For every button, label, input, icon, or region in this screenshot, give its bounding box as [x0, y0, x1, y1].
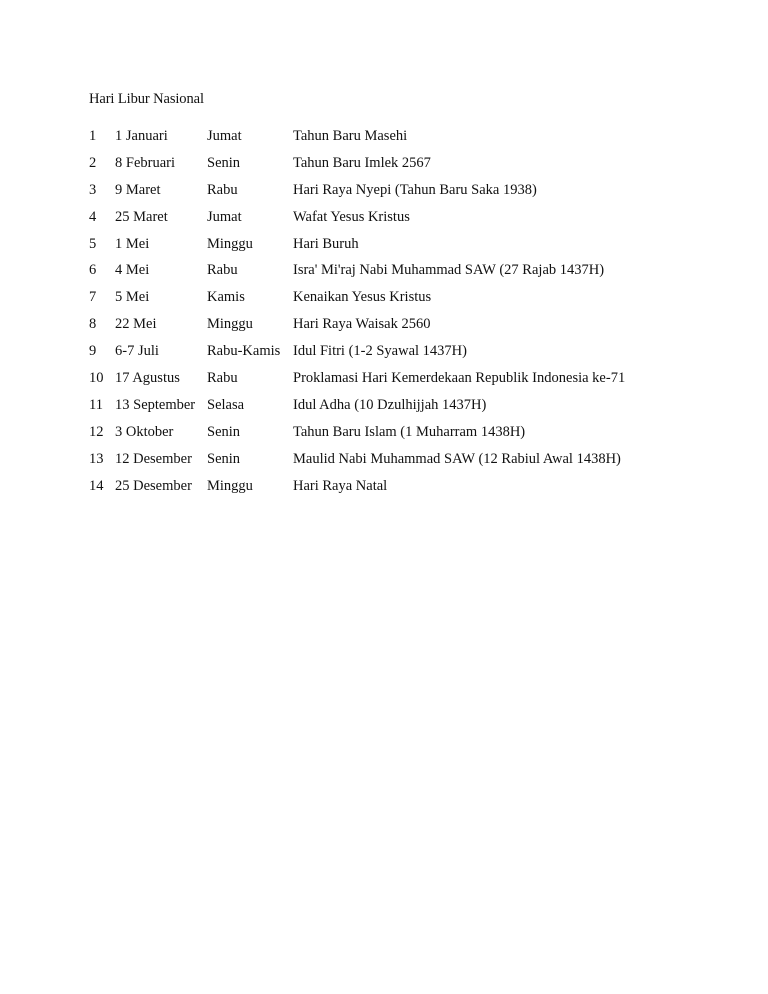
table-row: [89, 476, 689, 503]
row-number: 10: [89, 370, 104, 387]
row-number: 7: [89, 289, 97, 306]
row-day: Minggu: [207, 235, 253, 252]
row-number: 3: [89, 181, 97, 198]
row-number: 12: [89, 423, 104, 440]
table-row: [89, 368, 689, 395]
row-number: 11: [89, 396, 103, 413]
row-holiday-name: Hari Raya Natal: [293, 477, 388, 494]
row-number: 4: [89, 208, 97, 225]
row-day: Rabu: [207, 181, 238, 198]
row-day: Minggu: [207, 477, 253, 494]
row-day: Selasa: [207, 396, 245, 413]
row-date: 13 September: [115, 396, 196, 413]
table-row: [89, 207, 689, 234]
row-date: 6-7 Juli: [115, 343, 159, 360]
row-date: 12 Desember: [115, 450, 192, 467]
row-day: Senin: [207, 450, 241, 467]
row-number: 9: [89, 343, 97, 360]
row-holiday-name: Tahun Baru Imlek 2567: [293, 154, 431, 171]
row-number: 2: [89, 154, 97, 171]
row-date: 25 Desember: [115, 477, 192, 494]
row-date: 1 Mei: [115, 235, 150, 252]
row-number: 5: [89, 235, 97, 252]
row-day: Kamis: [207, 289, 245, 306]
row-holiday-name: Tahun Baru Islam (1 Muharram 1438H): [293, 423, 526, 440]
table-row: [89, 234, 689, 261]
row-date: 25 Maret: [115, 208, 168, 225]
row-date: 3 Oktober: [115, 423, 174, 440]
table-row: [89, 153, 689, 180]
row-date: 5 Mei: [115, 289, 150, 306]
table-row: [89, 314, 689, 341]
row-day: Jumat: [207, 208, 242, 225]
row-date: 9 Maret: [115, 181, 161, 198]
row-holiday-name: Isra' Mi'raj Nabi Muhammad SAW (27 Rajab 1437H): [293, 262, 605, 279]
table-row: [89, 287, 689, 314]
table-row: [89, 126, 689, 153]
row-holiday-name: Tahun Baru Masehi: [293, 128, 408, 144]
row-day: Minggu: [207, 316, 253, 333]
row-number: 13: [89, 450, 104, 467]
table-row: [89, 395, 689, 422]
row-holiday-name: Hari Raya Waisak 2560: [293, 316, 431, 333]
row-day: Rabu: [207, 370, 238, 387]
row-holiday-name: Idul Fitri (1-2 Syawal 1437H): [293, 343, 467, 360]
row-holiday-name: Proklamasi Hari Kemerdekaan Republik Indonesia ke-71: [293, 370, 626, 387]
row-holiday-name: Hari Raya Nyepi (Tahun Baru Saka 1938): [293, 181, 537, 198]
table-row: [89, 180, 689, 207]
row-date: 22 Mei: [115, 316, 157, 333]
row-date: 8 Februari: [115, 154, 175, 171]
row-day: Rabu-Kamis: [207, 343, 281, 360]
row-number: 8: [89, 316, 97, 333]
table-row: [89, 260, 689, 287]
row-date: 1 Januari: [115, 128, 168, 144]
row-number: 14: [89, 477, 104, 494]
row-number: 1: [89, 128, 97, 144]
row-number: 6: [89, 262, 97, 279]
row-holiday-name: Idul Adha (10 Dzulhijjah 1437H): [293, 396, 487, 413]
table-row: [89, 341, 689, 368]
row-holiday-name: Maulid Nabi Muhammad SAW (12 Rabiul Awal 1438H): [293, 450, 621, 467]
row-holiday-name: Kenaikan Yesus Kristus: [293, 289, 432, 306]
row-date: 17 Agustus: [115, 370, 180, 387]
table-row: [89, 449, 689, 476]
document-title: Hari Libur Nasional: [89, 91, 204, 107]
row-holiday-name: Wafat Yesus Kristus: [293, 208, 410, 225]
row-holiday-name: Hari Buruh: [293, 235, 359, 252]
row-day: Jumat: [207, 128, 242, 144]
holiday-table: [89, 126, 689, 502]
table-row: [89, 422, 689, 449]
row-date: 4 Mei: [115, 262, 150, 279]
row-day: Senin: [207, 423, 241, 440]
row-day: Rabu: [207, 262, 238, 279]
row-day: Senin: [207, 154, 241, 171]
